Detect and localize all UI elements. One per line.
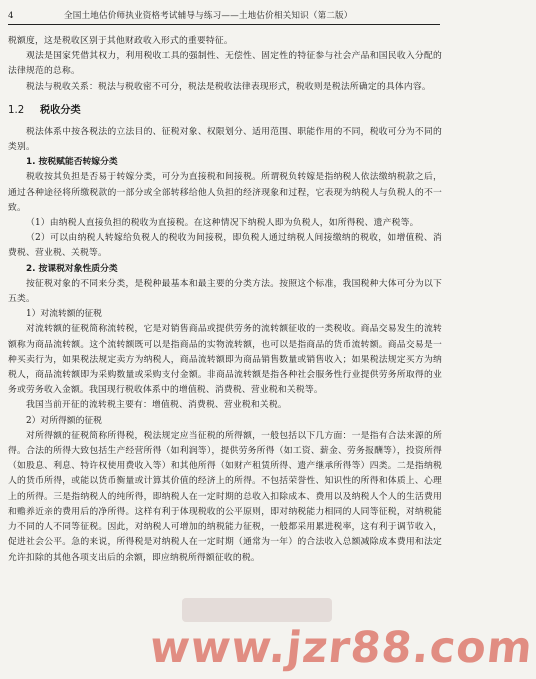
page-body xyxy=(8,34,442,566)
paragraph-tax-law-definition: 观法是国家凭借其权力，利用税收工具的强制性、无偿性、固定性的特征参与社会产品和国民收入分配的法律规范的总称。 xyxy=(8,51,442,77)
page-number: 4 xyxy=(8,11,14,21)
running-title: 全国土地估价师执业资格考试辅导与练习——土地估价相关知识（第二版） xyxy=(64,11,353,21)
paragraph-tax-law-relation: 税法与税收关系：税法与税收密不可分，税法是税收法律表现形式，税收则是税法所确定的具体内容。 xyxy=(26,81,431,92)
paragraph-tax-shifting: 税收按其负担是否易于转嫁分类，可分为直接税和间接税。所谓税负转嫁是指纳税人依法缴纳税款之后，通过各种途径将所缴税款的一部分或全部转移给他人负担的经济现象和过程，它表现为纳税人与负税人的不一致。 xyxy=(8,172,442,213)
paragraph-turnover-tax: 对流转额的征税简称流转税，它是对销售商品或提供劳务的流转额征收的一类税收。商品交易发生的流转额称为商品流转额。这个流转额既可以是指商品的实物流转额，也可以是指商品的货币流转额。商品交易是一种买卖行为，如果税法规定卖方为纳税人，商品流转额即为商品销售数量或销售收入；如果税法规定买方为纳税人，商品流转额即为采购数量或采购支付金额。非商品流转额是指各种社会服务性行业提供劳务所取得的业务或劳务收入金额。我国现行税收体系中的增值税、消费税、营业税和关税等。 xyxy=(8,324,442,396)
paragraph-indirect-tax: （2）可以由纳税人转嫁给负税人的税收为间接税，即负税人通过纳税人间接缴纳的税收，如增值税、消费税、营业税、关税等。 xyxy=(8,233,442,259)
paragraph-continued: 税额度，这是税收区别于其他财政收入形式的重要特征。 xyxy=(8,36,233,46)
subsection-heading-2: 2. 按课税对象性质分类 xyxy=(26,263,118,274)
item-heading-turnover: 1）对流转额的征税 xyxy=(26,309,102,320)
paragraph-income-tax: 对所得额的征税简称所得税，税法规定应当征税的所得额，一般包括以下几方面：一是指有合法来源的所得。合法的所得大致包括生产经营所得（如利润等），提供劳务所得（如工资、薪金、劳务报酬等），投资所得（如股息、利息、特许权使用费收入等）和其他所得（如财产租赁所得、遗产继承所得等）四类。二是指纳税人的货币所得，或能以货币衡量或计算其价值的经济上的所得。不包括荣誉性、知识性的所得和体质上、心理上的所得。三是指纳税人的纯所得，即纳税人在一定时期的总收入扣除成本、费用以及纳税人个人的生活费用和赡养近亲的费用后的净所得。这样有利于体现税收的公平原则，即对纳税能力相同的人同等征税，对纳税能力不同的人不同等征税。因此，对纳税人可增加的纳税能力征税，一般都采用累进税率，这有利于调节收入，促进社会公平。急的来说，所得税是对纳税人在一定时期（通常为一年）的合法收入总额减除成本费用和法定允许扣除的其他各项支出后的余额，即应纳税所得额征收的税。 xyxy=(8,430,442,563)
scan-smudge xyxy=(182,598,332,622)
paragraph-intro: 税法体系中按各税法的立法目的、征税对象、权限划分、适用范围、职能作用的不同，税收可分为不同的类别。 xyxy=(8,126,442,153)
paragraph-classification: 按征税对象的不同来分类，是税种最基本和最主要的分类方法。按照这个标准，我国税种大体可分为以下五类。 xyxy=(8,278,442,305)
section-heading xyxy=(8,103,442,119)
item-heading-income: 2）对所得额的征税 xyxy=(26,415,102,426)
page-header xyxy=(8,8,440,25)
subsection-heading-1: 1. 按税赋能否转嫁分类 xyxy=(26,157,118,168)
paragraph-turnover-list: 我国当前开征的流转税主要有：增值税、消费税、营业税和关税。 xyxy=(26,400,287,411)
site-watermark: www.jzr88.com xyxy=(147,623,536,673)
section-number: 1.2 xyxy=(8,104,25,116)
section-title: 税收分类 xyxy=(40,104,81,116)
paragraph-direct-tax: （1）由纳税人直接负担的税收为直接税。在这种情况下纳税人即为负税人，如所得税、遗产税等。 xyxy=(26,218,419,229)
